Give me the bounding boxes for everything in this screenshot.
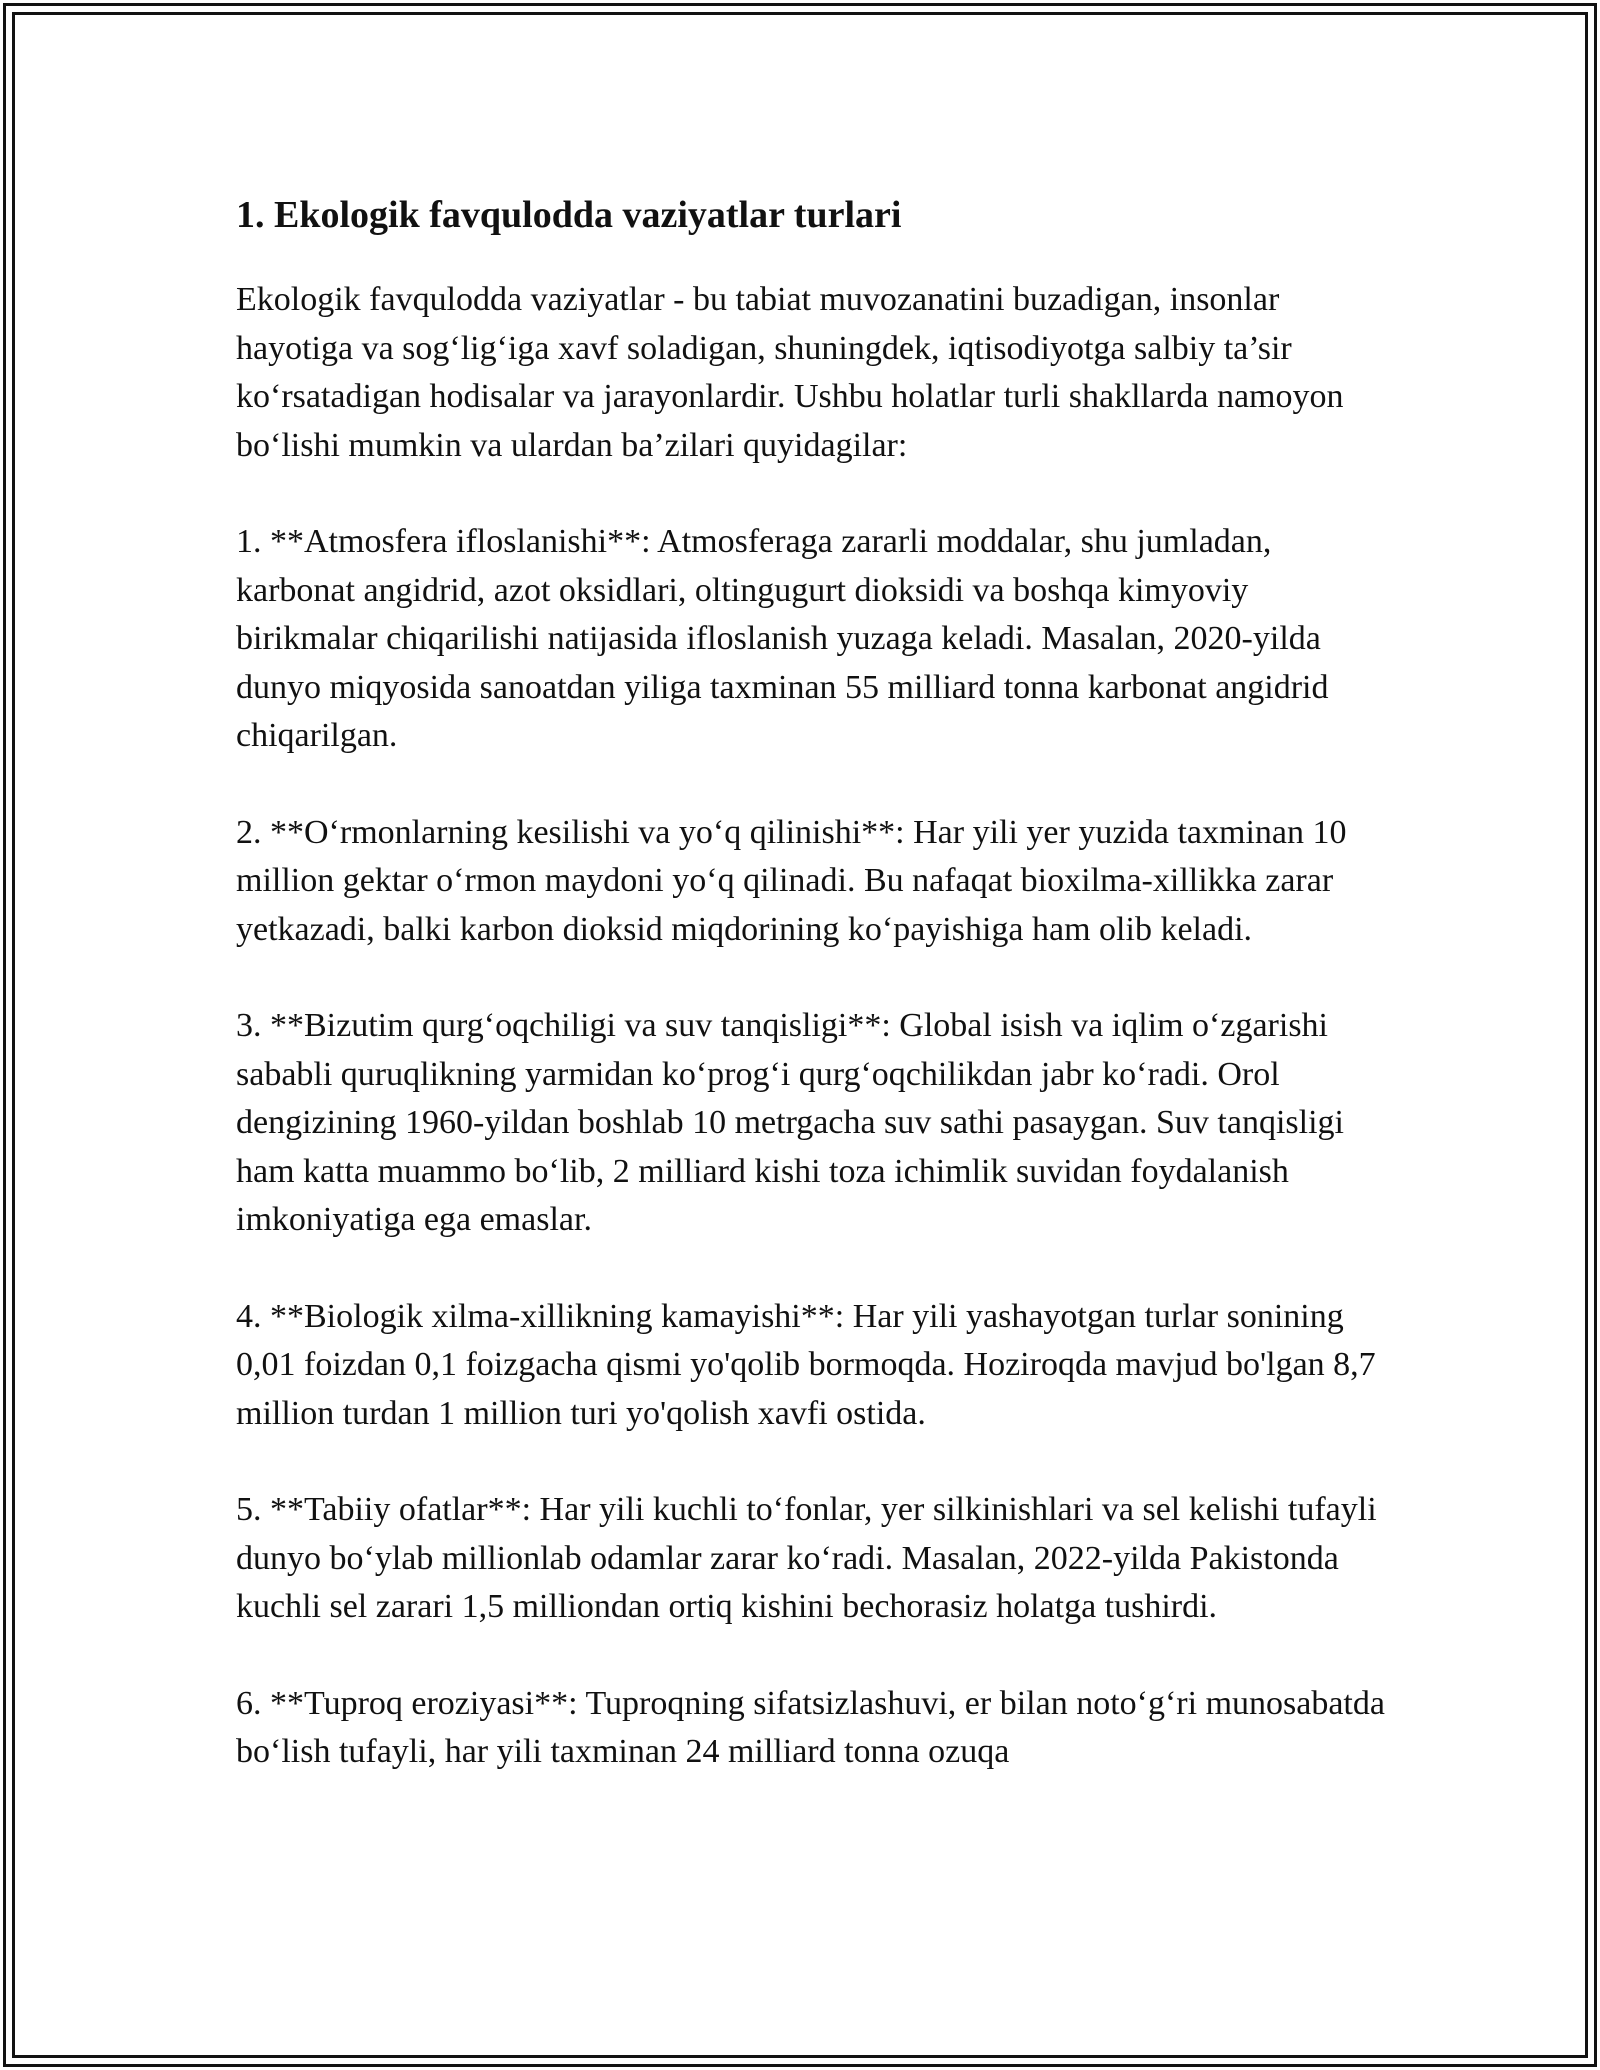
list-item-atmosphere-pollution: 1. **Atmosfera ifloslanishi**: Atmosferaga zararli moddalar, shu jumladan, karbonat angidrid, azot oksidlari, oltingugurt dioksidi va boshqa kimyoviy birikmalar chiqarilishi natijasida ifloslanish yuzaga keladi. Masalan, 2020-yilda dunyo miqyosida sanoatdan yiliga taxminan 55 milliard tonna karbonat angidrid chiqarilgan. bbox=[236, 523, 1329, 754]
list-item-biodiversity-loss: 4. **Biologik xilma-xillikning kamayishi**: Har yili yashayotgan turlar sonining 0,01 foizdan 0,1 foizgacha qismi yo'qolib bormoqda. Hoziroqda mavjud bo'lgan 8,7 million turdan 1 million turi yo'qolish xavfi ostida. bbox=[236, 1297, 1376, 1432]
intro-paragraph: Ekologik favqulodda vaziyatlar - bu tabiat muvozanatini buzadigan, insonlar hayotiga va sog‘lig‘iga xavf soladigan, shuningdek, iqtisodiyotga salbiy ta’sir ko‘rsatadigan hodisalar va jarayonlardir. Ushbu holatlar turli shakllarda namoyon bo‘lishi mumkin va ulardan ba’zilari quyidagilar: bbox=[236, 281, 1344, 464]
list-item-natural-disasters: 5. **Tabiiy ofatlar**: Har yili kuchli to‘fonlar, yer silkinishlari va sel kelishi tufayli dunyo bo‘ylab millionlab odamlar zarar ko‘radi. Masalan, 2022-yilda Pakistonda kuchli sel zarari 1,5 milliondan ortiq kishini bechorasiz holatga tushirdi. bbox=[236, 1491, 1377, 1625]
list-item-soil-erosion: 6. **Tuproq eroziyasi**: Tuproqning sifatsizlashuvi, er bilan noto‘g‘ri munosabatda bo‘lish tufayli, har yili taxminan 24 milliard tonna ozuqa bbox=[236, 1684, 1385, 1770]
document-body bbox=[236, 182, 1386, 1825]
list-item-drought-water-shortage: 3. **Bizutim qurg‘oqchiligi va suv tanqisligi**: Global isish va iqlim o‘zgarishi sababli quruqlikning yarmidan ko‘prog‘i qurg‘oqchilikdan jabr ko‘radi. Orol dengizining 1960-yildan boshlab 10 metrgacha suv sathi pasaygan. Suv tanqisligi ham katta muammo bo‘lib, 2 milliard kishi toza ichimlik suvidan foydalanish imkoniyatiga ega emaslar. bbox=[236, 1007, 1344, 1238]
list-item-deforestation: 2. **O‘rmonlarning kesilishi va yo‘q qilinishi**: Har yili yer yuzida taxminan 10 million gektar o‘rmon maydoni yo‘q qilinadi. Bu nafaqat bioxilma-xillikka zarar yetkazadi, balki karbon dioksid miqdorining ko‘payishiga ham olib keladi. bbox=[236, 813, 1347, 948]
section-heading: 1. Ekologik favqulodda vaziyatlar turlari bbox=[236, 194, 902, 236]
